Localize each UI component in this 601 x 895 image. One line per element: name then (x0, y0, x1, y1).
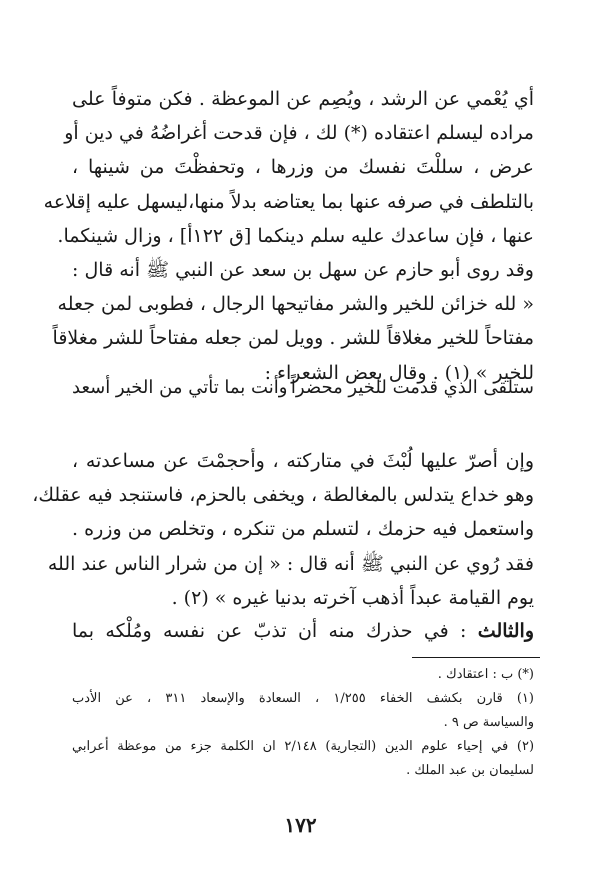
body-line: بالتلطف في صرفه عنها بما يعتاضه بدلاً منها،ليسهل عليه إقلاعه (43, 190, 534, 213)
body-line: وإن أصرّ عليها لُبْثَ في متاركته ، وأحجمْتَ عن مساعدته ، (72, 450, 534, 472)
body-line: عنها ، فإن ساعدك عليه سلم دينكما [ق ١٢٢أ] ، وزال شينكما. (57, 224, 534, 247)
second-paragraph (32, 444, 534, 615)
body-line: مراده ليسلم اعتقاده (*) لك ، فإن قدحت أغراضُهُ في دين أو (64, 122, 534, 145)
body-line: للخير » (١) . وقال بعض الشعراء : (264, 361, 534, 384)
footnote-divider (412, 657, 540, 658)
footnote-line: (٢) في إحياء علوم الدين (التجارية) ٢/١٤٨ ان الكلمة جزء من موعظة أعرابي (72, 739, 535, 754)
body-line: وقد روى أبو حازم عن سهل بن سعد عن النبي ﷺ أنه قال : (72, 258, 534, 281)
footnote-line: لسليمان بن عبد الملك . (406, 763, 534, 778)
section-text: : في حذرك منه أن تذبّ عن نفسه ومُلْكه بما (72, 620, 478, 642)
page-number: ١٧٢ (284, 813, 317, 837)
body-line: يوم القيامة عبداً أذهب آخرته بدنيا غيره » (٢) . (171, 586, 534, 609)
body-line: وهو خداع يتدلس بالمغالطة ، ويخفى بالحزم، فاستنجد فيه عقلك، (32, 484, 534, 507)
footnotes (72, 663, 534, 783)
body-line: واستعمل فيه حزمك ، لتسلم من تنكره ، وتخلص من وزره . (72, 518, 534, 541)
footnote-line: (*) ب : اعتقادك . (437, 667, 534, 682)
footnote-line: والسياسة ص ٩ . (443, 715, 534, 730)
main-text-block (43, 82, 534, 390)
body-line: عرض ، سللْتَ نفسك من وزرها ، وتحفظْتَ من شينها ، (72, 156, 534, 179)
footnote-line: (١) قارن بكشف الخفاء ١/٢٥٥ ، السعادة والإسعاد ٣١١ ، عن الأدب (72, 691, 534, 706)
body-line: « لله خزائن للخير والشر مفاتيحها الرجال ، فطوبى لمن جعله (57, 293, 534, 316)
body-line: أي يُعْمي عن الرشد ، ويُصِم عن الموعظة . فكن متوفاً على (72, 88, 534, 110)
third-paragraph (72, 614, 534, 648)
poetry-verse (72, 370, 534, 406)
body-line: فقد رُوي عن النبي ﷺ أنه قال : « إن من شرار الناس عند الله (47, 552, 534, 575)
verse-second-hemistich: وأنت بما تأتي من الخير أسعد (72, 377, 288, 398)
body-line: مفتاحاً للخير مغلاقاً للشر . وويل لمن جعله مفتاحاً للشر مغلاقاً (52, 327, 534, 350)
verse-first-hemistich: ستلقى الذي قدمت للخير محضراً (290, 377, 534, 398)
body-line (72, 614, 534, 648)
section-lead: والثالث (477, 620, 534, 642)
